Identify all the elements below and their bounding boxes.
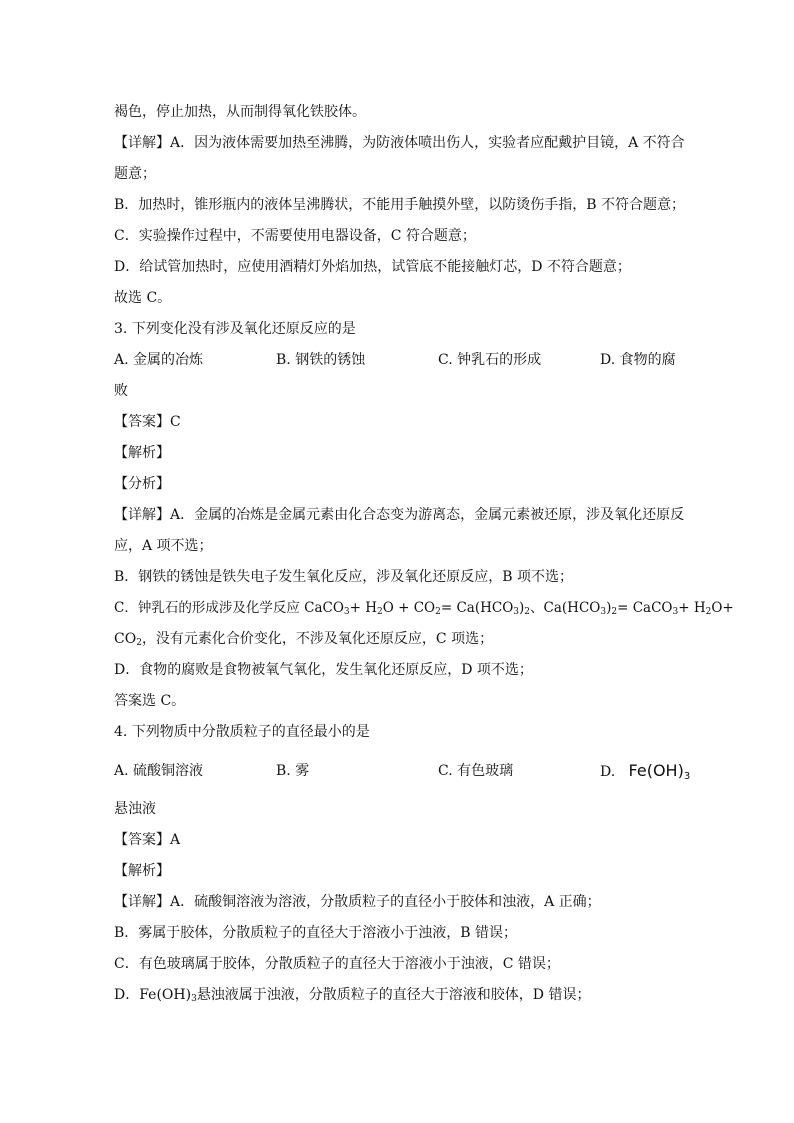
- q3-option-d-cont: 败: [114, 383, 128, 399]
- q4-detail-line: 【详解】A．硫酸铜溶液为溶液，分散质粒子的直径小于胶体和浊液，A 正确；: [114, 894, 601, 910]
- q4-option-d: D. $Fe(OH)_3$: [600, 761, 691, 782]
- q4-stem: 4. 下列物质中分散质粒子的直径最小的是: [114, 724, 370, 740]
- q3-detail-line: B．钢铁的锈蚀是铁失电子发生氧化反应，涉及氧化还原反应，B 项不选；: [114, 569, 574, 585]
- q3-jiexi-label: 【解析】: [114, 445, 170, 461]
- q3-option-d: D. 食物的腐: [600, 352, 676, 368]
- q4-detail-line: D．$Fe(OH)_3$悬浊液属于浊液，分散质粒子的直径大于溶液和胶体，D 错误；: [114, 987, 591, 1004]
- q2-detail-line: 题意；: [114, 166, 156, 182]
- q2-conclusion: 故选 C。: [114, 290, 172, 306]
- q3-detail-line: D．食物的腐败是食物被氧气氧化，发生氧化还原反应，D 项不选；: [114, 662, 533, 678]
- q4-detail-line: C．有色玻璃属于胶体，分散质粒子的直径大于溶液小于浊液，C 错误；: [114, 956, 560, 972]
- q3-conclusion: 答案选 C。: [114, 693, 186, 709]
- q4-option-d-cont: 悬浊液: [114, 801, 156, 817]
- q3-option-c: C. 钟乳石的形成: [438, 352, 542, 368]
- q4-answer: 【答案】A: [114, 832, 181, 848]
- q3-detail-line: 【详解】A．金属的冶炼是金属元素由化合态变为游离态，金属元素被还原，涉及氧化还原反: [114, 507, 685, 523]
- q4-options: [114, 761, 691, 783]
- q4-option-d-formula: $Fe(OH)_3$: [628, 761, 691, 782]
- q3-reaction-line: C．钟乳石的形成涉及化学反应 CaCO$_3$+ $H_2O + CO_2= Ca(HCO_3)_2$、$Ca(HCO_3)_2=$ CaCO$_3$+ $H_2O+$: [114, 600, 734, 617]
- q4-jiexi-label: 【解析】: [114, 863, 170, 879]
- q3-options: [114, 350, 684, 370]
- q4-option-b: B. 雾: [276, 763, 310, 779]
- q2-detail-line: 【详解】A．因为液体需要加热至沸腾，为防液体喷出伤人，实验者应配戴护目镜，A 不符合: [114, 135, 685, 151]
- q2-detail-line: C．实验操作过程中，不需要使用电器设备，C 符合题意；: [114, 228, 476, 244]
- q3-detail-line: $CO_2$，没有元素化合价变化，不涉及氧化还原反应，C 项选；: [114, 631, 494, 648]
- q3-option-a: A. 金属的冶炼: [114, 352, 204, 368]
- q4-option-c: C. 有色玻璃: [438, 763, 514, 779]
- q2-text-line: 褐色，停止加热，从而制得氧化铁胶体。: [114, 104, 366, 120]
- q4-option-a: A. 硫酸铜溶液: [114, 763, 204, 779]
- q3-fenxi-label: 【分析】: [114, 476, 170, 492]
- q2-detail-line: B．加热时，锥形瓶内的液体呈沸腾状，不能用手触摸外壁，以防烫伤手指，B 不符合题意；: [114, 197, 686, 213]
- q2-detail-line: D．给试管加热时，应使用酒精灯外焰加热，试管底不能接触灯芯，D 不符合题意；: [114, 259, 631, 275]
- q3-stem: 3. 下列变化没有涉及氧化还原反应的是: [114, 321, 356, 337]
- q4-detail-line: B．雾属于胶体，分散质粒子的直径大于溶液小于浊液，B 错误；: [114, 925, 518, 941]
- q3-answer: 【答案】C: [114, 414, 181, 430]
- q3-option-b: B. 钢铁的锈蚀: [276, 352, 366, 368]
- q3-detail-line: 应，A 项不选；: [114, 538, 213, 554]
